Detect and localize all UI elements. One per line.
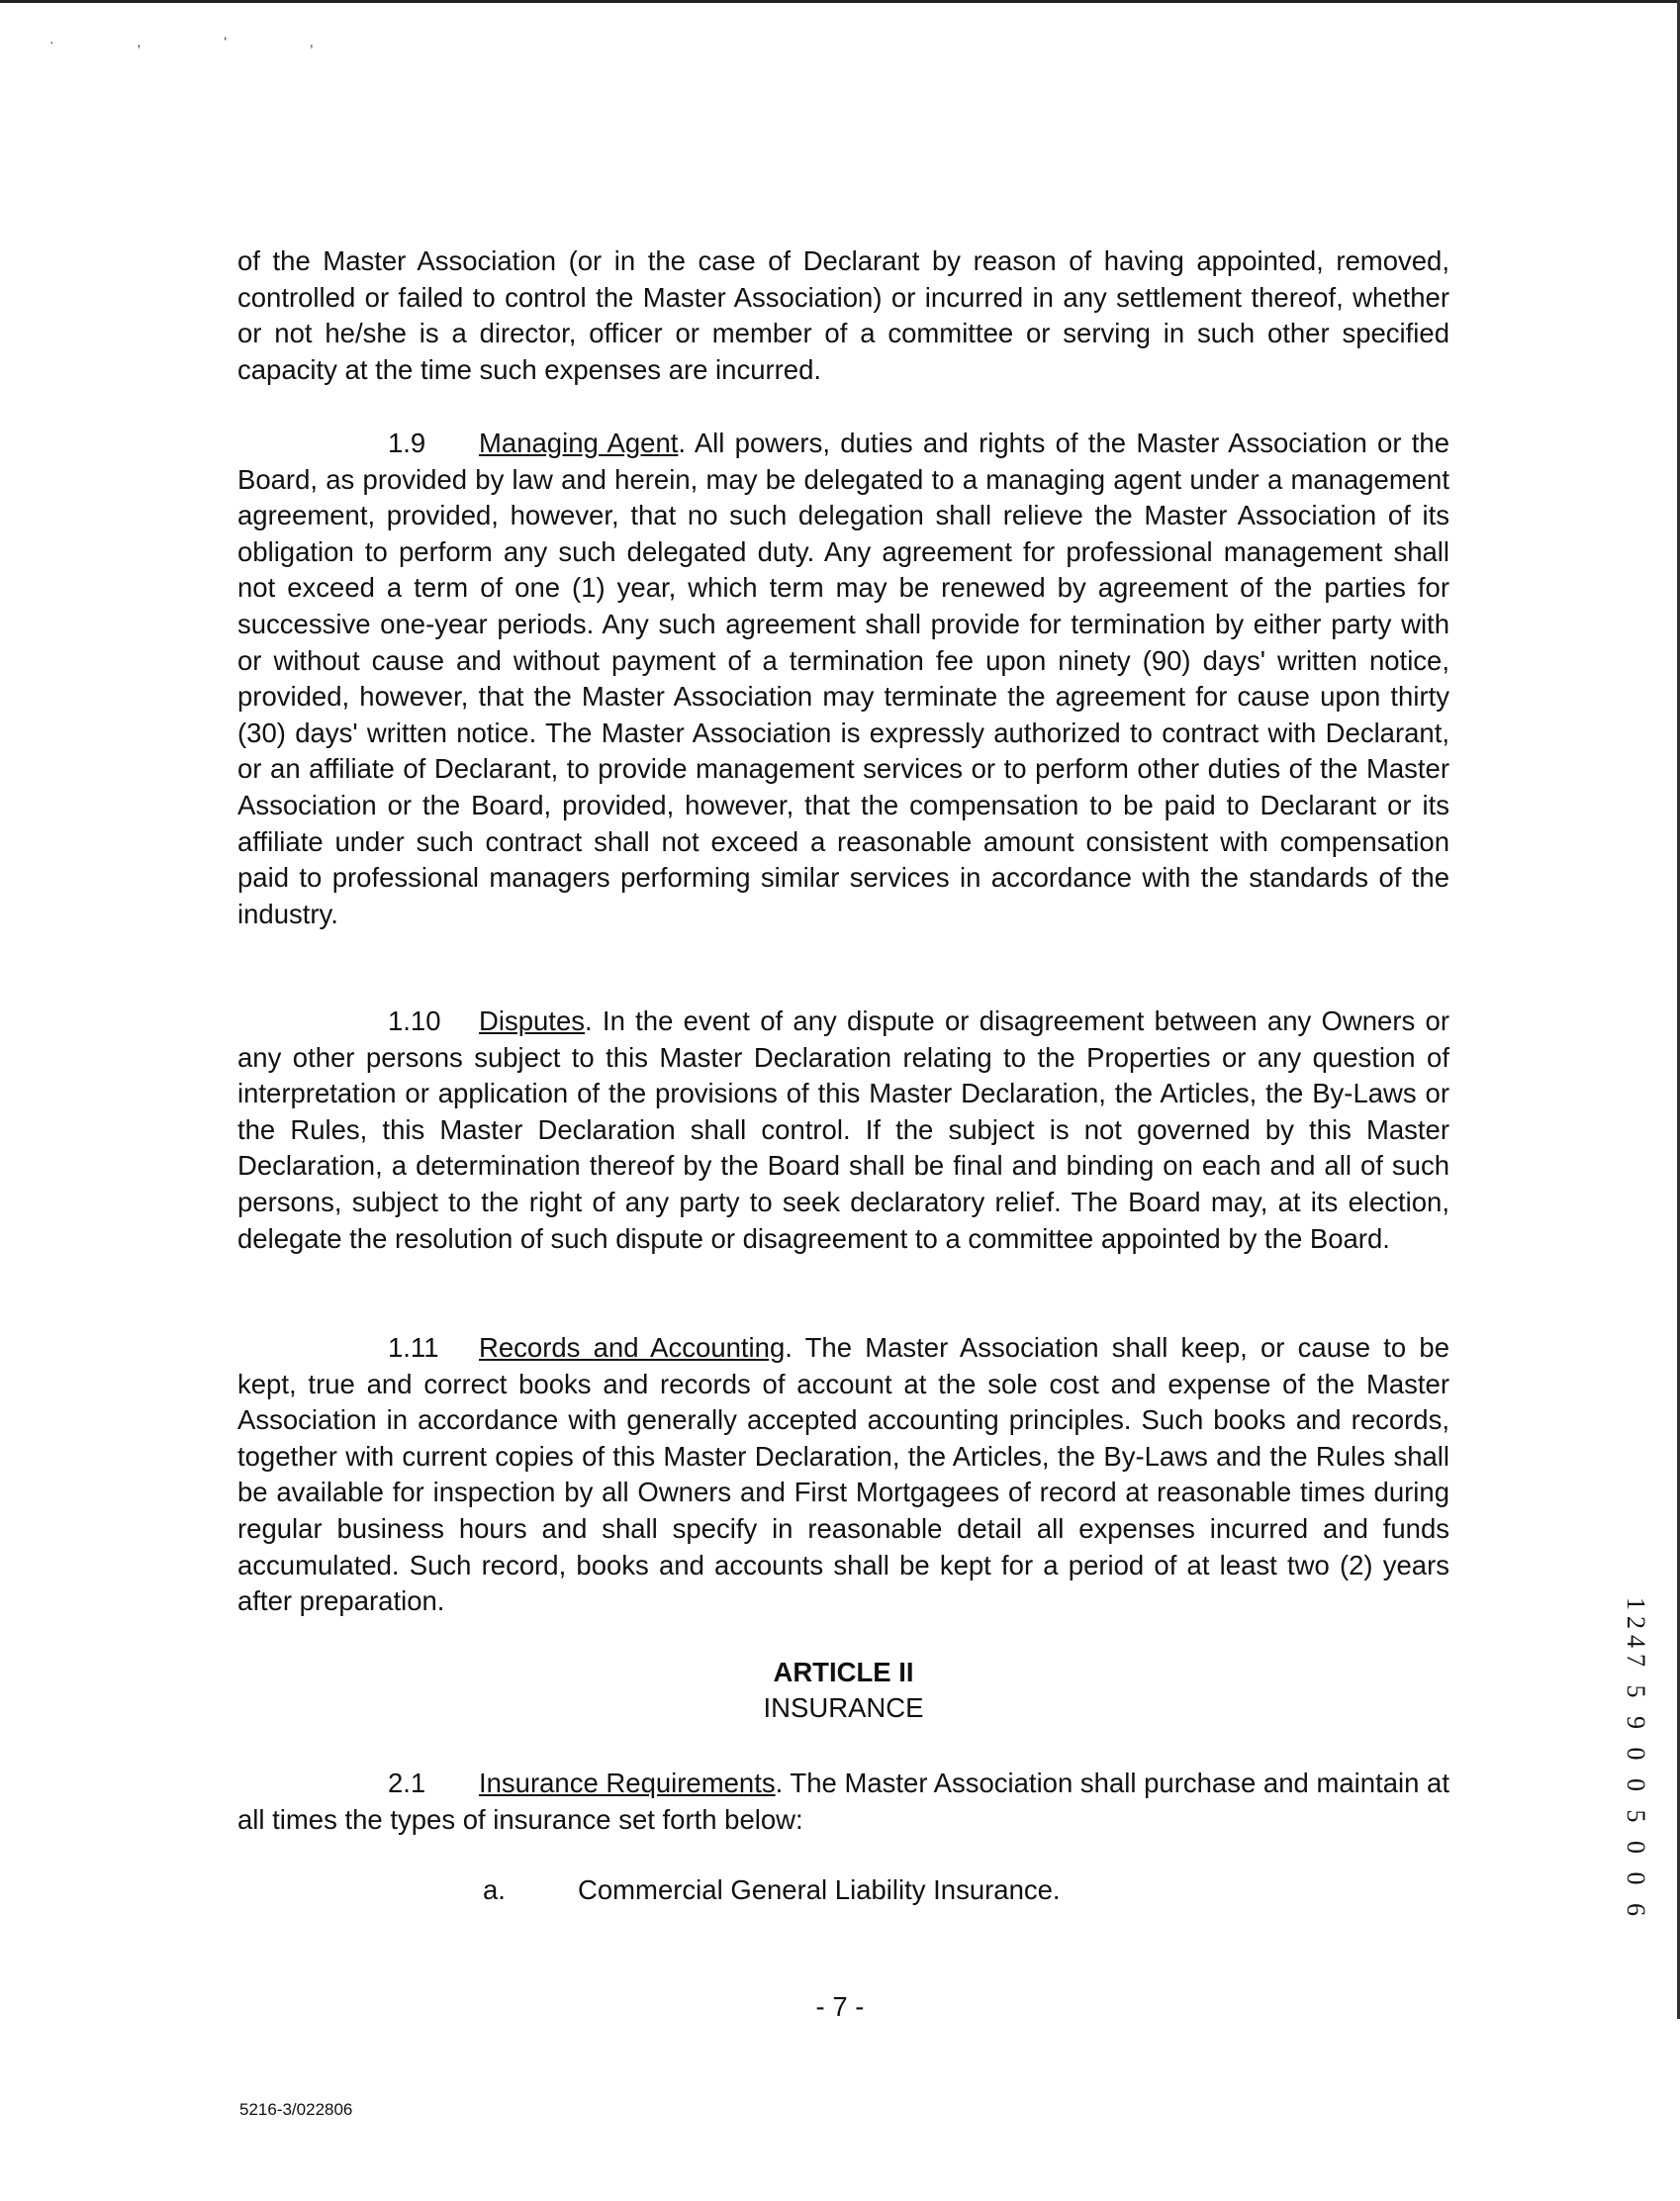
list-text: Commercial General Liability Insurance. <box>578 1874 1061 1905</box>
list-item <box>483 1872 1061 1908</box>
section-1-11 <box>237 1330 1449 1620</box>
section-text: . The Master Association shall keep, or cause to be kept, true and correct books and records of account at the sole cost and expense of the Master Association in accordance with generally accepted accounting principles. Such books and records, together with current copies of this Master Declaration, the Articles, the By-Laws and the Rules shall be available for inspection by all Owners and First Mortgagees of record at reasonable times during regular business hours and shall specify in reasonable detail all expenses incurred and funds accumulated. Such record, books and accounts shall be kept for a period of at least two (2) years after preparation. <box>237 1332 1450 1617</box>
top-border-line <box>0 0 1680 3</box>
section-number: 1.11 <box>388 1332 439 1363</box>
article-subtitle: INSURANCE <box>763 1692 924 1723</box>
paragraph-continued: of the Master Association (or in the case of Declarant by reason of having appointed, removed, controlled or failed to control the Master Association) or incurred in any settlement thereof, whether or not he/she is a director, officer or member of a committee or serving in such other specified capacity at the time such expenses are incurred. <box>237 245 1449 385</box>
section-2-1 <box>237 1766 1449 1838</box>
section-1-9 <box>237 426 1449 932</box>
document-id: 5216-3/022806 <box>239 2100 353 2119</box>
section-number: 2.1 <box>388 1768 426 1798</box>
section-heading: Insurance Requirements <box>479 1768 776 1798</box>
section-number: 1.9 <box>388 428 426 458</box>
section-text: . All powers, duties and rights of the Master Association or the Board, as provided by law and herein, may be delegated to a managing agent under a management agreement, provided, however, that no such delegation shall relieve the Master Association of its obligation to perform any such delegated duty. Any agreement for professional management shall not exceed a term of one (1) year, which term may be renewed by agreement of the parties for successive one-year periods. Any such agreement shall provide for termination by either party with or without cause and without payment of a termination fee upon ninety (90) days' written notice, provided, however, that the Master Association may terminate the agreement for cause upon thirty (30) days' written notice. The Master Association is expressly authorized to contract with Declarant, or an affiliate of Declarant, to provide management services or to perform other duties of the Master Association or the Board, provided, however, that the compensation to be paid to Declarant or its affiliate under such contract shall not exceed a reasonable amount consistent with compensation paid to professional managers performing similar services in accordance with the standards of the industry. <box>237 428 1449 929</box>
section-text: . The Master Association shall purchase and maintain at all times the types of insurance set forth below: <box>237 1768 1449 1835</box>
article-title: ARTICLE II <box>773 1657 914 1687</box>
section-1-10 <box>237 1004 1449 1257</box>
page-number: - 7 - <box>815 1991 865 2022</box>
list-letter: a. <box>483 1874 506 1905</box>
section-heading: Managing Agent <box>479 428 679 458</box>
section-number: 1.10 <box>388 1005 441 1036</box>
section-text: . In the event of any dispute or disagreement between any Owners or any other persons subject to this Master Declaration relating to the Properties or any question of interpretation or application of the provisions of this Master Declaration, the Articles, the By-Laws or the Rules, this Master Declaration shall control. If the subject is not governed by this Master Declaration, a determination thereof by the Board shall be final and binding on each and all of such persons, subject to the right of any party to seek declaratory relief. The Board may, at its election, delegate the resolution of such dispute or disagreement to a committee appointed by the Board. <box>237 1005 1449 1254</box>
section-heading: Records and Accounting <box>479 1332 786 1363</box>
scan-specks: · , ' , <box>49 34 353 49</box>
article-heading <box>237 1655 1449 1726</box>
stamp-number: 1247 5 9 0 0 5 0 0 6 <box>1622 1597 1650 1922</box>
section-heading: Disputes <box>479 1005 585 1036</box>
